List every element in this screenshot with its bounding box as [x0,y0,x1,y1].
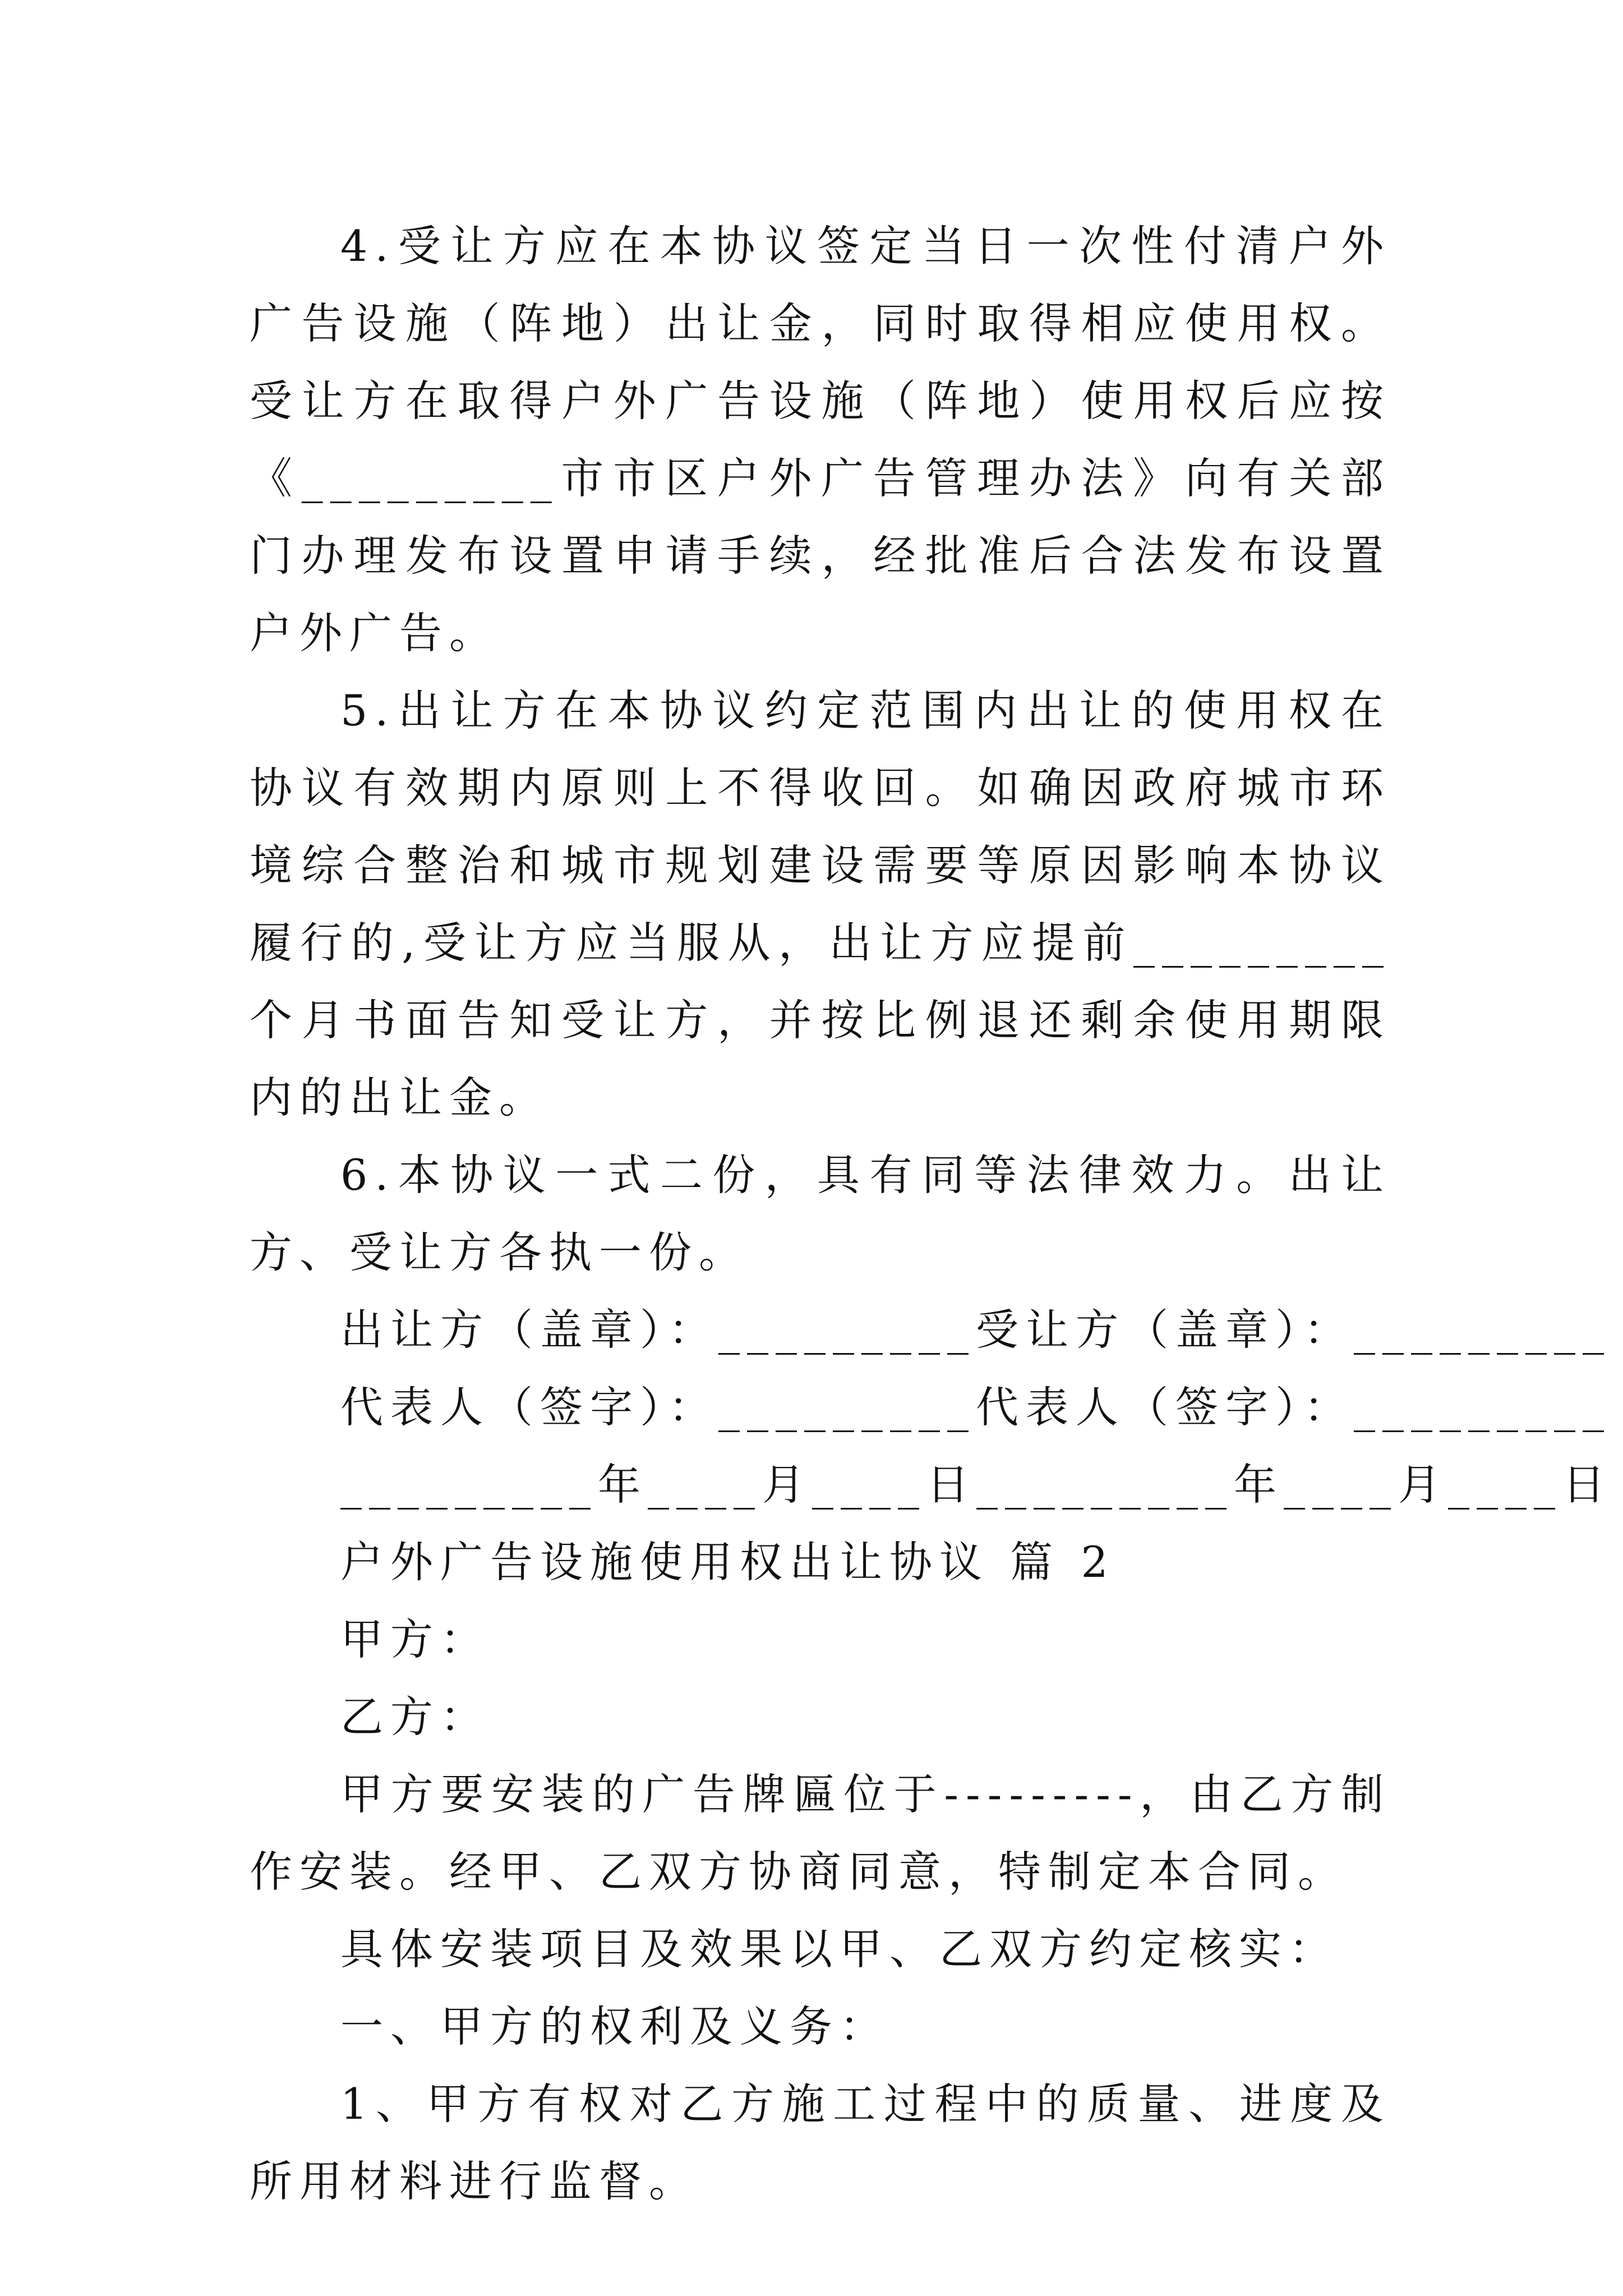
clause-4: 4.受让方应在本协议签定当日一次性付清户外广告设施（阵地）出让金，同时取得相应使用权。受让方在取得户外广告设施（阵地）使用权后应按《_________市市区户外广告管理办法》向有关部门办理发布设置申请手续，经批准后合法发布设置户外广告。 [250,221,1391,658]
scope-statement: 具体安装项目及效果以甲、乙双方约定核实： [340,1924,1339,1974]
section-title: 户外广告设施使用权出让协议 篇 2 [340,1537,1115,1587]
clause-5: 5.出让方在本协议约定范围内出让的使用权在协议有效期内原则上不得收回。如确因政府城市环境综合整治和城市规划建设需要等原因影响本协议履行的,受让方应当服从，出让方应提前_________个月书面告知受让方，并按比例退还剩余使用期限内的出让金。 [250,685,1391,1122]
contract-intro: 甲方要安装的广告牌匾位于---------，由乙方制作安装。经甲、乙双方协商同意，特制定本合同。 [250,1769,1391,1897]
date-line: _________年____月____日_________年____月____日 [340,1460,1612,1510]
party-b: 乙方： [340,1692,490,1742]
clause-6: 6.本协议一式二份，具有同等法律效力。出让方、受让方各执一份。 [250,1150,1391,1277]
representative-line: 代表人（签字）：_________代表人（签字）：_________ [340,1382,1611,1432]
seal-line: 出让方（盖章）：_________受让方（盖章）：_________ [340,1305,1611,1355]
document-page [250,208,1612,2220]
item-1: 1、甲方有权对乙方施工过程中的质量、进度及所用材料进行监督。 [250,2079,1391,2206]
party-a: 甲方： [340,1614,490,1664]
heading-rights-obligations: 一、甲方的权利及义务： [340,2001,889,2051]
